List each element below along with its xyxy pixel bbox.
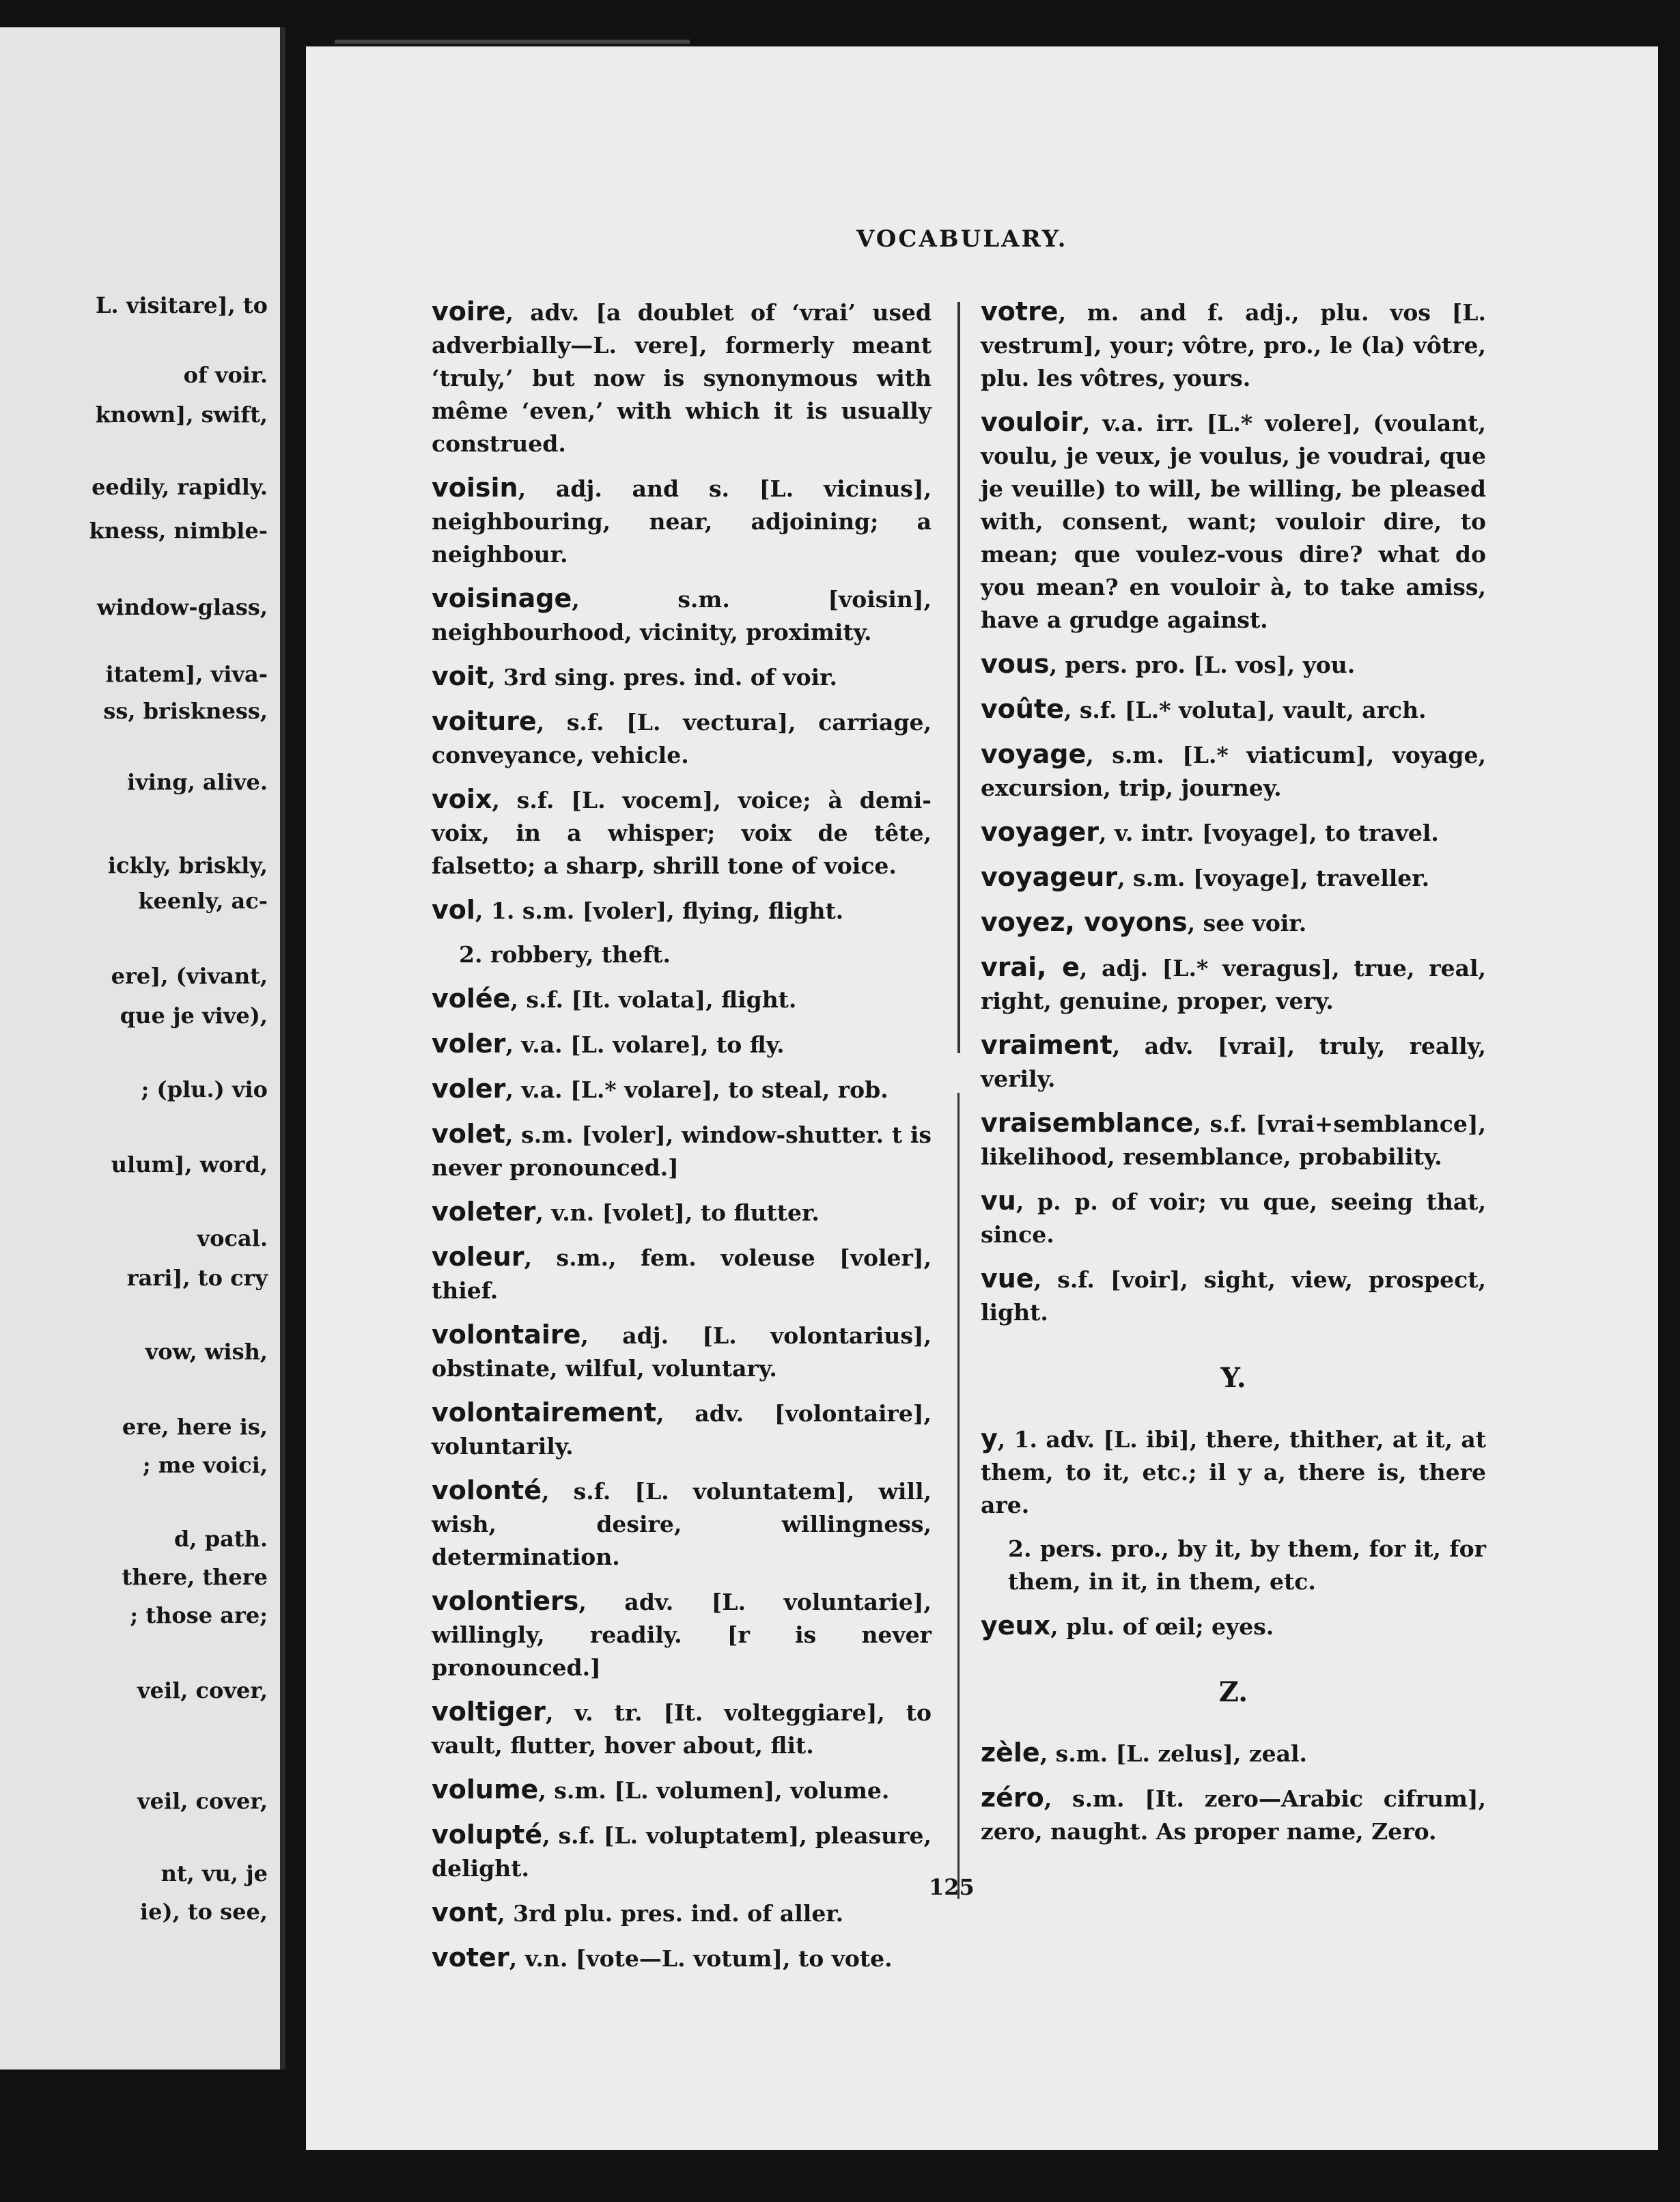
vocabulary-entry	[981, 1781, 1486, 1848]
vocabulary-entry	[432, 1941, 932, 1975]
definition: , v. intr. [voyage], to travel.	[1099, 820, 1439, 846]
facing-page-text-fragment: ss, briskness,	[103, 698, 268, 724]
vocabulary-entry	[432, 1474, 932, 1574]
vocabulary-entry	[981, 1029, 1486, 1096]
right-column	[981, 295, 1486, 1859]
page-edge-shadow	[1658, 41, 1680, 2202]
definition: , adj. [L. volontarius], obstinate, wilful, voluntary.	[432, 1322, 932, 1382]
facing-page-text-fragment: veil, cover,	[137, 1788, 268, 1814]
headword: zéro	[981, 1783, 1044, 1813]
definition: , 1. s.m. [voler], flying, flight.	[475, 897, 844, 924]
definition: , pers. pro. [L. vos], you.	[1049, 652, 1356, 678]
facing-page-text-fragment: of voir.	[183, 362, 268, 388]
vocabulary-entry	[981, 647, 1486, 682]
facing-page-text-fragment: ickly, briskly,	[107, 852, 268, 878]
headword: vue	[981, 1264, 1034, 1294]
headword: volet	[432, 1119, 505, 1149]
headword: voleur	[432, 1242, 524, 1272]
page-number: 125	[929, 1874, 975, 1900]
headword: voleter	[432, 1197, 536, 1227]
vocabulary-entry	[981, 1184, 1486, 1251]
headword: volonté	[432, 1475, 542, 1505]
definition: 2. robbery, theft.	[459, 941, 671, 968]
definition: , s.f. [vrai+semblance], likelihood, resemblance, probability.	[981, 1111, 1486, 1170]
definition: , plu. of œil; eyes.	[1050, 1613, 1274, 1640]
vocabulary-entry	[432, 1818, 932, 1885]
headword: volontiers	[432, 1586, 579, 1616]
definition: , m. and f. adj., plu. vos [L. vestrum], your; vôtre, pro., le (la) vôtre, plu. les vôtres, yours.	[981, 299, 1486, 391]
facing-page-text-fragment: window-glass,	[97, 594, 268, 620]
definition: , p. p. of voir; vu que, seeing that, since.	[981, 1188, 1486, 1248]
facing-page-text-fragment: ; (plu.) vio	[141, 1076, 268, 1102]
vocabulary-entry	[981, 1533, 1486, 1598]
headword: voltiger	[432, 1697, 546, 1727]
section-heading-y: Y.	[1220, 1362, 1246, 1394]
headword: vous	[981, 649, 1050, 679]
definition: , v. tr. [It. volteggiare], to vault, flutter, hover about, flit.	[432, 1699, 932, 1759]
vocabulary-entry	[981, 951, 1486, 1018]
headword: voûte	[981, 694, 1064, 724]
facing-page-text-fragment: ere], (vivant,	[111, 963, 268, 989]
vocabulary-entry	[432, 1195, 932, 1229]
facing-page-text-fragment: ulum], word,	[111, 1152, 268, 1177]
headword: vont	[432, 1897, 498, 1927]
vocabulary-entry	[981, 861, 1486, 895]
definition: , s.m. [It. zero—Arabic cifrum], zero, naught. As proper name, Zero.	[981, 1785, 1486, 1845]
facing-page-text-fragment: ; those are;	[130, 1602, 268, 1628]
vocabulary-entry	[432, 660, 932, 694]
facing-page-text-fragment: known], swift,	[95, 402, 268, 428]
headword: volée	[432, 984, 511, 1014]
vocabulary-entry	[981, 1609, 1486, 1643]
definition: , adv. [L. voluntarie], willingly, readily. [r is never pronounced.]	[432, 1589, 932, 1681]
headword: volontairement	[432, 1397, 656, 1427]
vocabulary-entry	[981, 295, 1486, 395]
definition: , v.a. [L. volare], to fly.	[505, 1031, 785, 1058]
headword: volume	[432, 1774, 539, 1804]
facing-page-text-fragment: vow, wish,	[145, 1339, 268, 1365]
definition: , s.f. [L. vectura], carriage, conveyance, vehicle.	[432, 709, 932, 768]
vocabulary-entry	[432, 938, 932, 971]
vocabulary-entry	[432, 471, 932, 571]
definition: , v.n. [vote—L. votum], to vote.	[509, 1945, 893, 1972]
headword: vraisemblance	[981, 1108, 1194, 1138]
vocabulary-entry	[432, 1240, 932, 1307]
vocabulary-entry	[981, 1422, 1486, 1522]
headword: volupté	[432, 1820, 543, 1850]
headword: vraiment	[981, 1030, 1112, 1060]
vocabulary-entry	[432, 1396, 932, 1463]
facing-page-text-fragment: ie), to see,	[139, 1899, 268, 1925]
facing-page-text-fragment: keenly, ac-	[138, 888, 268, 914]
vocabulary-entry	[981, 816, 1486, 850]
facing-page-text-fragment: vocal.	[197, 1225, 268, 1251]
headword: voisin	[432, 473, 518, 503]
vocabulary-entry	[432, 1773, 932, 1807]
headword: yeux	[981, 1611, 1051, 1641]
definition: , s.f. [It. volata], flight.	[510, 986, 797, 1013]
facing-page-text-fragment: itatem], viva-	[105, 661, 268, 687]
headword: vouloir	[981, 407, 1082, 437]
facing-page-text-fragment: veil, cover,	[137, 1677, 268, 1703]
definition: , s.m. [voyage], traveller.	[1117, 865, 1430, 891]
headword: voyez, voyons	[981, 907, 1188, 937]
definition: , s.m. [L. volumen], volume.	[538, 1777, 890, 1804]
headword: voyage	[981, 739, 1087, 769]
headword: voler	[432, 1029, 506, 1059]
definition: , adj. and s. [L. vicinus], neighbouring, near, adjoining; a neighbour.	[432, 475, 932, 568]
vocabulary-entry	[432, 295, 932, 460]
definition: , 1. adv. [L. ibi], there, thither, at it, at them, to it, etc.; il y a, there is, there are.	[981, 1426, 1486, 1518]
definition: , adv. [volontaire], voluntarily.	[432, 1400, 932, 1460]
vocabulary-entry	[432, 1585, 932, 1684]
vocabulary-entry	[432, 705, 932, 772]
facing-page-text-fragment: kness, nimble-	[89, 518, 268, 544]
definition: , 3rd sing. pres. ind. of voir.	[488, 664, 837, 691]
facing-page-text-fragment: iving, alive.	[127, 769, 268, 795]
facing-page-text-fragment: nt, vu, je	[160, 1860, 268, 1886]
definition: , s.f. [L. voluptatem], pleasure, delight.	[432, 1822, 932, 1882]
definition: , s.m. [L.* viaticum], voyage, excursion, trip, journey.	[981, 742, 1486, 801]
vocabulary-entry	[432, 893, 932, 928]
facing-page-text-fragment: rari], to cry	[126, 1265, 268, 1291]
definition: , adv. [vrai], truly, really, verily.	[981, 1033, 1486, 1092]
vocabulary-entry	[981, 1736, 1486, 1770]
vocabulary-entry	[432, 1896, 932, 1930]
headword: vol	[432, 895, 475, 925]
page-header: VOCABULARY.	[856, 225, 1068, 253]
headword: voiture	[432, 706, 537, 736]
facing-page-text-fragment: ere, here is,	[122, 1414, 268, 1440]
vocabulary-entry	[981, 1262, 1486, 1329]
definition: , 3rd plu. pres. ind. of aller.	[497, 1900, 844, 1927]
definition: , v.a. [L.* volare], to steal, rob.	[505, 1076, 888, 1103]
headword: voyageur	[981, 862, 1118, 892]
definition: , v.n. [volet], to flutter.	[535, 1199, 820, 1226]
definition: 2. pers. pro., by it, by them, for it, for them, in it, in them, etc.	[1008, 1535, 1486, 1595]
vocabulary-entry	[981, 693, 1486, 727]
facing-page-text-fragment: ; me voici,	[142, 1452, 268, 1478]
vocabulary-entry	[432, 783, 932, 882]
headword: vrai, e	[981, 952, 1080, 982]
headword: voire	[432, 296, 506, 326]
column-divider-lower	[957, 1093, 960, 1899]
headword: voit	[432, 661, 488, 691]
facing-page-text-fragment: que je vive),	[120, 1003, 268, 1029]
vocabulary-entry	[981, 906, 1486, 940]
headword: zèle	[981, 1738, 1040, 1768]
definition: , s.m. [L. zelus], zeal.	[1039, 1740, 1307, 1767]
definition: , s.m. [voisin], neighbourhood, vicinity, proximity.	[432, 586, 932, 645]
definition: , s.f. [L. vocem], voice; à demi-voix, in a whisper; voix de tête, falsetto; a sharp, shrill tone of voice.	[432, 787, 932, 879]
vocabulary-entry	[432, 982, 932, 1016]
vocabulary-entry	[432, 1027, 932, 1061]
definition: , adv. [a doublet of ‘vrai’ used adverbially—L. vere], formerly meant ‘truly,’ but now is synonymous with même ‘even,’ with which it is usually construed.	[432, 299, 932, 457]
definition: , s.f. [L. voluntatem], will, wish, desire, willingness, determination.	[432, 1478, 932, 1570]
section-heading-z: Z.	[1218, 1676, 1248, 1708]
definition: , s.f. [L.* voluta], vault, arch.	[1063, 697, 1427, 723]
vocabulary-entry	[981, 1106, 1486, 1173]
headword: voisinage	[432, 583, 572, 613]
vocabulary-entry	[981, 406, 1486, 637]
vocabulary-entry	[432, 1117, 932, 1184]
facing-page-text-fragment: L. visitare], to	[96, 292, 268, 318]
definition: , s.m. [voler], window-shutter. t is never pronounced.]	[432, 1121, 932, 1181]
headword: voyager	[981, 817, 1100, 847]
vocabulary-entry	[432, 582, 932, 649]
definition: , s.m., fem. voleuse [voler], thief.	[432, 1244, 932, 1304]
facing-page-edge	[0, 27, 285, 2069]
left-column	[432, 295, 932, 1986]
headword: volontaire	[432, 1320, 581, 1350]
facing-page-text-fragment: there, there	[122, 1564, 268, 1590]
headword: votre	[981, 296, 1059, 326]
headword: y	[981, 1423, 998, 1453]
definition: , s.f. [voir], sight, view, prospect, light.	[981, 1266, 1486, 1326]
definition: , see voir.	[1187, 910, 1307, 936]
headword: voler	[432, 1074, 506, 1104]
vocabulary-entry	[981, 738, 1486, 805]
vocabulary-entry	[432, 1318, 932, 1385]
definition: , adj. [L.* veragus], true, real, right, genuine, proper, very.	[981, 955, 1486, 1014]
vocabulary-entry	[432, 1695, 932, 1762]
facing-page-text-fragment: d, path.	[174, 1526, 268, 1552]
facing-page-text-fragment: eedily, rapidly.	[92, 474, 268, 500]
column-divider	[957, 302, 960, 1053]
vocabulary-entry	[432, 1072, 932, 1106]
headword: voter	[432, 1942, 509, 1973]
headword: vu	[981, 1186, 1016, 1216]
top-rule	[335, 40, 690, 44]
headword: voix	[432, 784, 492, 814]
definition: , v.a. irr. [L.* volere], (voulant, voulu, je veux, je voulus, je voudrai, que je veuille) to will, be willing, be pleased with, consent, want; vouloir dire, to mean; que voulez-vous dire? what do you mean? en vouloir à, to take amiss, have a grudge against.	[981, 410, 1486, 633]
